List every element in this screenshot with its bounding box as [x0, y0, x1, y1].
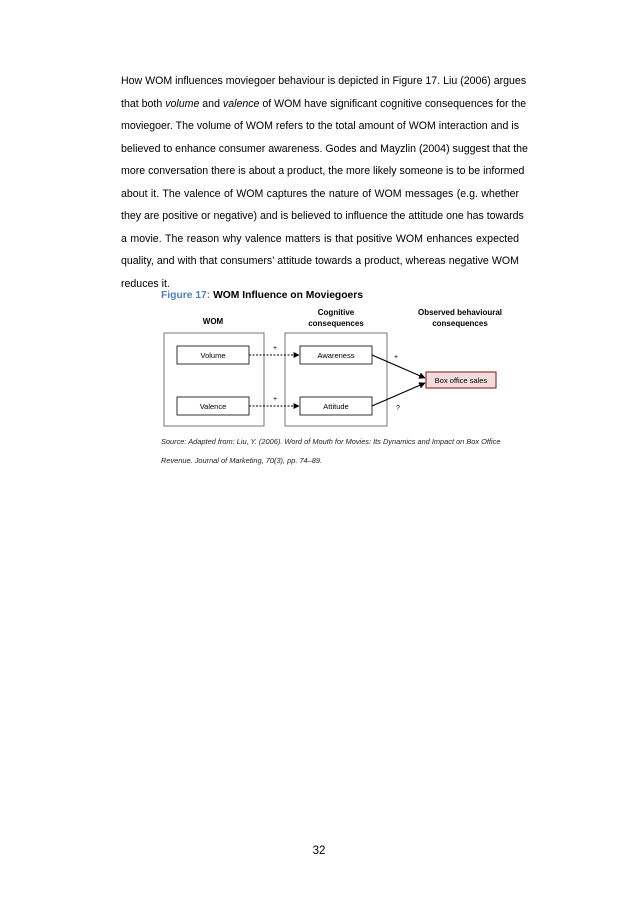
header-cognitive-line1: Cognitive: [317, 308, 355, 317]
header-observed-line2: consequences: [432, 319, 488, 328]
page-number: 32: [312, 845, 326, 857]
sign-awareness-sales: +: [393, 354, 399, 361]
awareness-box-label: Awareness: [317, 351, 355, 360]
body-text-run: How WOM influences moviegoer behaviour is depicted in Figure 17. Liu (2006) argues: [121, 75, 527, 87]
body-text-run: moviegoer. The volume of WOM refers to the total amount of WOM interaction and is: [121, 120, 519, 132]
wom-influence-diagram: [155, 304, 515, 434]
body-text-run: more conversation there is about a product, the more likely someone is to be informed: [121, 165, 525, 177]
body-text-run: they are positive or negative) and is believed to influence the attitude one has towards: [121, 210, 524, 222]
figure-source: [161, 433, 561, 470]
body-line: [121, 183, 519, 206]
body-text-run: a movie. The reason why valence matters is that positive WOM enhances expected: [121, 232, 519, 245]
body-text-run: reduces it.: [121, 277, 170, 290]
body-text-run: and: [199, 97, 223, 110]
body-line: [121, 160, 525, 183]
body-text-run: of WOM have significant cognitive consequences for the: [259, 97, 527, 110]
sign-attitude-sales: ?: [396, 405, 400, 412]
volume-box-label: Volume: [200, 351, 226, 360]
header-cognitive-line2: consequences: [308, 319, 364, 328]
arrow-attitude-to-sales: [372, 383, 425, 406]
body-italic-term: valence: [222, 97, 260, 110]
body-text-run: believed to enhance consumer awareness. Godes and Mayzlin (2004) suggest that the: [121, 142, 528, 155]
figure-title: WOM Influence on Moviegoers: [210, 290, 363, 301]
body-line: [121, 115, 519, 138]
body-line: [121, 138, 528, 161]
body-line: [121, 70, 527, 93]
sign-volume-awareness: +: [272, 345, 278, 352]
body-line: [121, 250, 519, 273]
body-line: [121, 93, 527, 116]
body-paragraph: [121, 70, 528, 295]
source-line-1: Source: Adapted from: Liu, Y. (2006). Word of Mouth for Movies: Its Dynamics and Impact on Box Office: [161, 437, 501, 446]
header-wom: WOM: [202, 317, 224, 326]
body-italic-term: volume: [165, 97, 200, 110]
valence-box-label: Valence: [199, 402, 227, 411]
source-line-2: Revenue. Journal of Marketing, 70(3), pp. 74–89.: [161, 455, 323, 465]
header-observed-line1: Observed behavioural: [417, 308, 503, 317]
arrow-awareness-to-sales: [372, 355, 425, 378]
figure-caption: [161, 290, 363, 301]
body-text-run: about it. The valence of WOM captures the nature of WOM messages (e.g. whether: [121, 187, 519, 200]
body-text-run: quality, and with that consumers’ attitude towards a product, whereas negative WOM: [121, 255, 519, 267]
body-line: [121, 228, 519, 251]
body-line: [121, 205, 524, 228]
figure-label: Figure 17:: [161, 290, 211, 301]
sign-valence-attitude: +: [272, 396, 278, 403]
attitude-box-label: Attitude: [323, 402, 349, 411]
box-office-sales-label: Box office sales: [434, 376, 488, 385]
body-text-run: that both: [121, 97, 166, 110]
